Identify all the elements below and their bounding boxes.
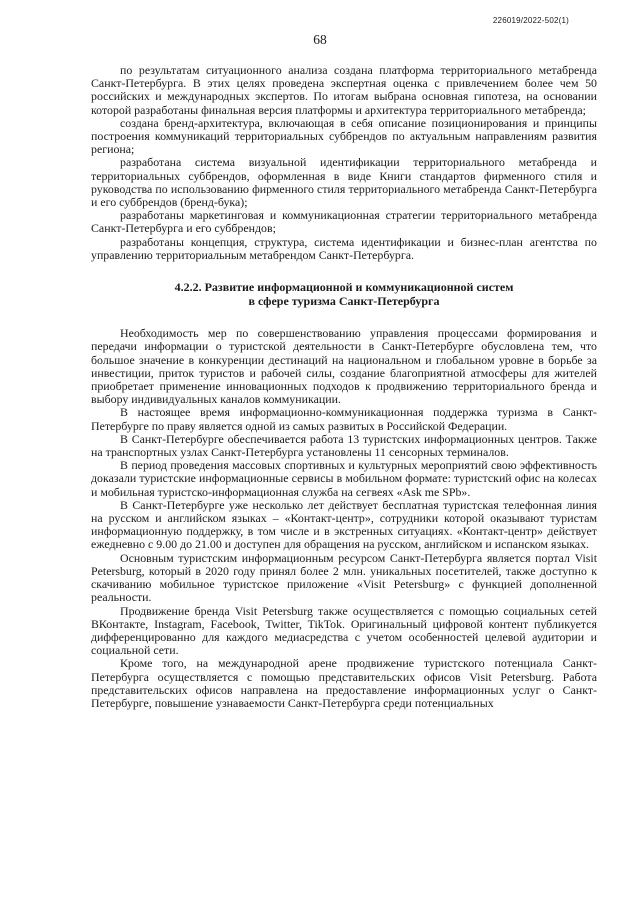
list-paragraph: разработаны маркетинговая и коммуникационная стратегии территориального метабренда Санкт-Петербурга и его суббрендов; [91, 208, 597, 236]
page-number: 68 [313, 32, 327, 47]
body-paragraph: В период проведения массовых спортивных и культурных мероприятий свою эффективность доказали туристские информационные сервисы в мобильном формате: туристский офис на колесах и мобильная туристско-информационная служба на сегвеях «Ask me SPb». [91, 458, 597, 499]
section-heading-line-1: 4.2.2. Развитие информационной и коммуникационной систем [174, 280, 514, 295]
document-id: 226019/2022-502(1) [492, 16, 569, 25]
list-paragraph: разработана система визуальной идентификации территориального метабренда и территориальных суббрендов, оформленная в виде Книги стандартов фирменного стиля и руководства по использованию фирменного стиля территориального метабренда Санкт-Петербурга и его суббрендов (бренд-бука); [91, 155, 597, 210]
body-paragraph: В Санкт-Петербурге обеспечивается работа 13 туристских информационных центров. Также на транспортных узлах Санкт-Петербурга установлены 11 сенсорных терминалов. [91, 431, 597, 460]
list-paragraph: по результатам ситуационного анализа создана платформа территориального метабренда Санкт-Петербурга. В этих целях проведена экспертная оценка с привлечением более чем 50 российских и международных экспертов. По итогам выбрана основная гипотеза, на основании которой разработаны финальная версия платформы и архитектура территориального метабренда; [91, 63, 597, 117]
body-paragraph: Продвижение бренда Visit Petersburg также осуществляется с помощью социальных сетей ВКонтакте, Instagram, Facebook, Twitter, TikTok. Оригинальный цифровой контент публикуется дифференцированно для каждого медиасредства с учетом особенностей целевой аудитории и социальной сети. [91, 603, 597, 658]
list-paragraph: разработаны концепция, структура, система идентификации и бизнес-план агентства по управлению территориальным метабрендом Санкт-Петербурга. [91, 234, 597, 262]
section-heading-line-2: в сфере туризма Санкт-Петербурга [248, 293, 440, 308]
list-paragraph: создана бренд-архитектура, включающая в себя описание позиционирования и принципы построения коммуникаций территориальных суббрендов по актуальным направлениям развития региона; [91, 115, 597, 157]
body-paragraph: Кроме того, на международной арене продвижение туристского потенциала Санкт-Петербурга осуществляется с помощью представительских офисов Visit Petersburg. Работа представительских офисов направлена на предоставление информационных услуг о Санкт-Петербурге, повышение узнаваемости Санкт-Петербурга среди потенциальных [91, 656, 597, 710]
body-paragraph: Основным туристским информационным ресурсом Санкт-Петербурга является портал Visit Petersburg, который в 2020 году принял более 2 млн. уникальных посетителей, также доступно к скачиванию мобильное туристское приложение «Visit Petersburg» с функцией дополненной реальности. [91, 550, 597, 605]
section-heading [91, 281, 597, 308]
document-body [91, 64, 597, 710]
body-paragraph: В настоящее время информационно-коммуникационная поддержка туризма в Санкт-Петербурге по праву является одной из самых развитых в Российской Федерации. [91, 405, 597, 433]
body-paragraph: Необходимость мер по совершенствованию управления процессами формирования и передачи информации о туристской деятельности в Санкт-Петербурге обусловлена тем, что большое значение в конкуренции дестинаций на национальном и глобальном уровне в борьбе за инвестиции, приток туристов и рабочей силы, создание благоприятной атмосферы для жителей приобретает применение инновационных подходов к продвижению территориального бренда и выбору индивидуальных каналов коммуникации. [91, 326, 597, 407]
body-paragraph: В Санкт-Петербурге уже несколько лет действует бесплатная туристская телефонная линия на русском и английском языках – «Контакт-центр», сотрудники которой оказывают туристам информационную поддержку, в том числе и в экстренных ситуациях. «Контакт-центр» действует ежедневно с 9.00 до 21.00 и доступен для обращения на русском, английском и испанском языках. [91, 497, 597, 552]
